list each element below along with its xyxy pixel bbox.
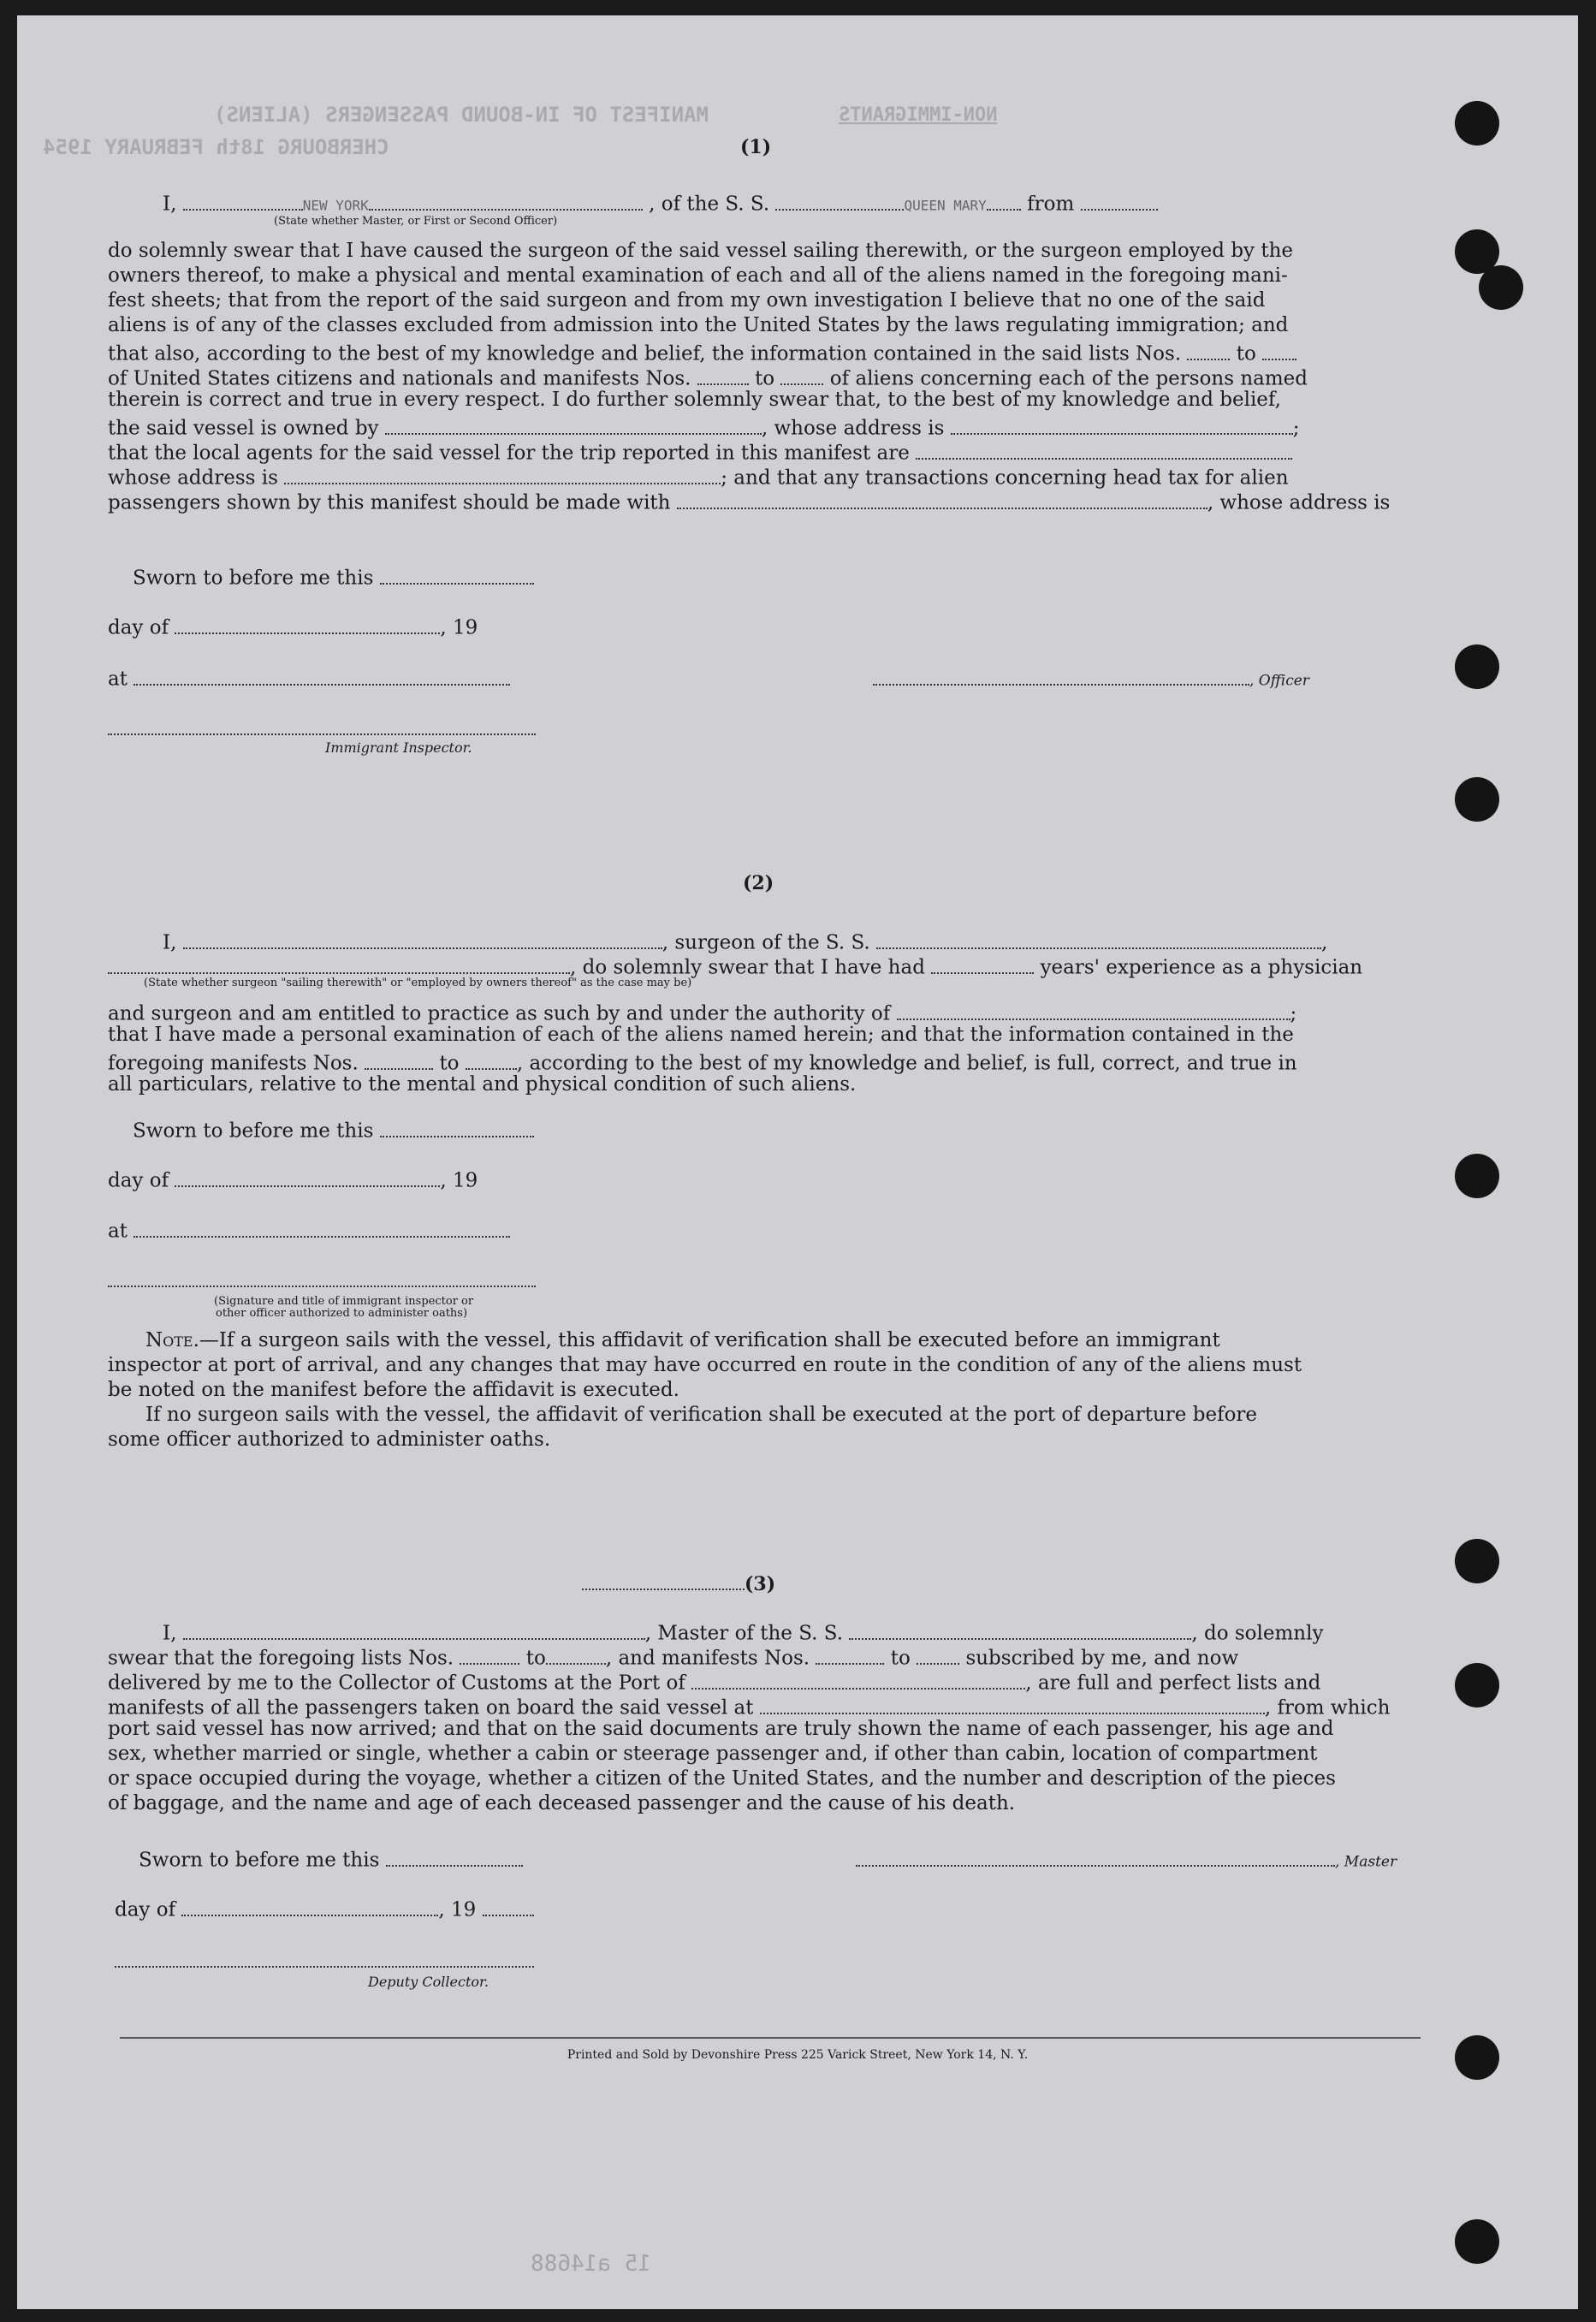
punch-hole bbox=[1455, 644, 1499, 689]
s1-line-0: do solemnly swear that I have caused the surgeon of the said vessel sailing therewith, or the surgeon employed by the bbox=[108, 240, 1294, 262]
s3-line-1: sex, whether married or single, whether a cabin or steerage passenger and, if other than cabin, location of compartment bbox=[108, 1743, 1318, 1765]
punch-hole bbox=[1455, 1663, 1499, 1707]
punch-hole bbox=[1455, 2219, 1499, 2264]
note-line-4: If no surgeon sails with the vessel, the affidavit of verification shall be executed at the port of departure before bbox=[145, 1404, 1258, 1426]
bleed-title: MANIFEST OF IN-BOUND PASSENGERS (ALIENS) bbox=[214, 103, 709, 127]
punch-hole bbox=[1455, 1539, 1499, 1583]
bleed-through-area bbox=[616, 529, 1267, 1556]
s3-sworn: Sworn to before me this bbox=[139, 1847, 523, 1871]
s3-line-0: port said vessel has now arrived; and that on the said documents are truly shown the name of each passenger, his age and bbox=[108, 1718, 1334, 1740]
s1-line-6: therein is correct and true in every respect. I do further solemnly swear that, to the best of my knowledge and belief, bbox=[108, 389, 1281, 411]
s2-line-2: foregoing manifests Nos. to , according to the best of my knowledge and belief, is full, correct, and true in bbox=[108, 1050, 1297, 1074]
s1-line-9: whose address is ; and that any transactions concerning head tax for alien bbox=[108, 465, 1289, 489]
s1-inspector-line bbox=[108, 716, 536, 739]
bleed-subtitle: NON-IMMIGRANTS bbox=[839, 104, 998, 126]
punch-hole bbox=[1455, 101, 1499, 145]
footer-rule bbox=[120, 2037, 1421, 2039]
section-1-intro: I, NEW YORK , of the S. S. QUEEN MARY from bbox=[163, 191, 1158, 215]
s1-day-of: day of , 19 bbox=[108, 615, 478, 638]
s2-day-of: day of , 19 bbox=[108, 1167, 478, 1191]
s3-line-b: swear that the foregoing lists Nos. to , and manifests Nos. to subscribed by me, and now bbox=[108, 1645, 1238, 1669]
deputy-collector-label: Deputy Collector. bbox=[368, 1974, 489, 1990]
s2-line-b: , do solemnly swear that I have had years' experience as a physician bbox=[108, 954, 1362, 978]
s2-intro: I, , surgeon of the S. S. , bbox=[163, 929, 1327, 953]
s1-line-5: of United States citizens and nationals and manifests Nos. to of aliens concerning each of the persons named bbox=[108, 365, 1308, 389]
section-2-number: (2) bbox=[743, 872, 774, 894]
s3-master: , Master bbox=[856, 1847, 1397, 1871]
s1-sworn: Sworn to before me this bbox=[133, 565, 534, 589]
s3-line-3: of baggage, and the name and age of each deceased passenger and the cause of his death. bbox=[108, 1792, 1016, 1814]
note-line-2: inspector at port of arrival, and any changes that may have occurred en route in the condition of any of the aliens must bbox=[108, 1354, 1302, 1376]
s1-officer: , Officer bbox=[873, 666, 1309, 690]
punch-hole bbox=[1455, 777, 1499, 822]
s2-line-3: all particulars, relative to the mental and physical condition of such aliens. bbox=[108, 1073, 857, 1096]
stamp-port: NEW YORK bbox=[302, 197, 369, 214]
pencil-note: 15 a14688 bbox=[531, 2251, 651, 2277]
document-page bbox=[17, 15, 1578, 2309]
hint-surgeon: (State whether surgeon "sailing therewith" or "employed by owners thereof" as the case may be) bbox=[144, 977, 692, 989]
signature-hint-2: other officer authorized to administer oaths) bbox=[216, 1307, 468, 1320]
note-line-5: some officer authorized to administer oaths. bbox=[108, 1428, 551, 1451]
s1-line-2: fest sheets; that from the report of the said surgeon and from my own investigation I believe that no one of the said bbox=[108, 289, 1266, 312]
s3-line-a: I, , Master of the S. S. , do solemnly bbox=[163, 1620, 1323, 1644]
section-1-number: (1) bbox=[740, 136, 772, 158]
signature-hint-1: (Signature and title of immigrant inspector or bbox=[214, 1295, 474, 1308]
s3-line-d: manifests of all the passengers taken on board the said vessel at , from which bbox=[108, 1695, 1390, 1719]
note-line-3: be noted on the manifest before the affidavit is executed. bbox=[108, 1379, 679, 1401]
s2-sworn: Sworn to before me this bbox=[133, 1118, 534, 1142]
s3-deputy-line bbox=[115, 1948, 534, 1972]
s1-line-10: passengers shown by this manifest should be made with , whose address is bbox=[108, 490, 1390, 514]
s1-at: at bbox=[108, 666, 510, 690]
s2-sig-line bbox=[108, 1268, 536, 1292]
s2-line-0: and surgeon and am entitled to practice as such by and under the authority of ; bbox=[108, 1001, 1296, 1024]
punch-hole bbox=[1455, 1154, 1499, 1198]
stamp-vessel: QUEEN MARY bbox=[904, 197, 987, 214]
s3-line-c: delivered by me to the Collector of Customs at the Port of , are full and perfect lists and bbox=[108, 1670, 1320, 1694]
s2-at: at bbox=[108, 1218, 510, 1242]
hint-master: (State whether Master, or First or Second Officer) bbox=[274, 215, 558, 228]
s2-line-1: that I have made a personal examination of each of the aliens named herein; and that the information contained in the bbox=[108, 1024, 1294, 1046]
printer-footer: Printed and Sold by Devonshire Press 225 Varick Street, New York 14, N. Y. bbox=[567, 2048, 1029, 2062]
note-line-1: Note.—If a surgeon sails with the vessel, this affidavit of verification shall be executed before an immigrant bbox=[145, 1329, 1220, 1351]
s3-line-2: or space occupied during the voyage, whether a citizen of the United States, and the number and description of the pieces bbox=[108, 1767, 1336, 1790]
s1-line-4: that also, according to the best of my knowledge and belief, the information contained in the said lists Nos. to bbox=[108, 341, 1296, 365]
s1-line-8: that the local agents for the said vessel for the trip reported in this manifest are bbox=[108, 440, 1292, 464]
s1-line-3: aliens is of any of the classes excluded from admission into the United States by the laws regulating immigration; and bbox=[108, 314, 1289, 336]
s3-day-of: day of , 19 bbox=[115, 1897, 534, 1921]
punch-hole bbox=[1479, 265, 1523, 310]
section-3-number: (3) bbox=[582, 1571, 775, 1594]
bleed-port-date: CHERBOURG 18th FEBRUARY 1954 bbox=[43, 135, 389, 159]
s1-line-7: the said vessel is owned by , whose address is ; bbox=[108, 415, 1299, 439]
s1-line-1: owners thereof, to make a physical and mental examination of each and all of the aliens named in the foregoing mani- bbox=[108, 264, 1288, 287]
immigrant-inspector-label: Immigrant Inspector. bbox=[325, 739, 472, 756]
